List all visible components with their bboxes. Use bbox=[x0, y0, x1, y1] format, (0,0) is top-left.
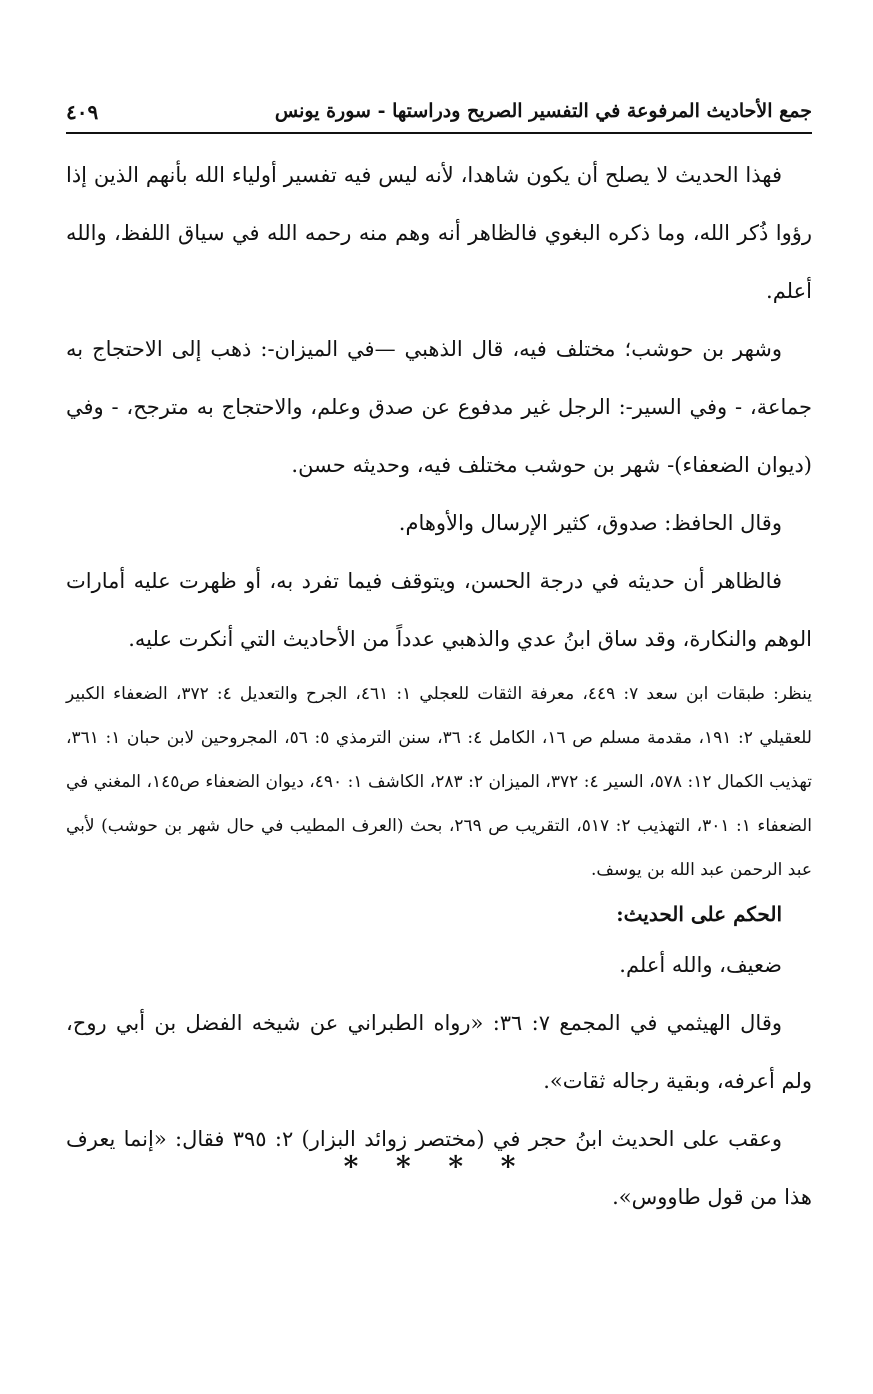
running-title: جمع الأحاديث المرفوعة في التفسير الصريح ودراستها - سورة يونس bbox=[274, 100, 812, 122]
paragraph-haythami: وقال الهيثمي في المجمع ٧: ٣٦: «رواه الطبراني عن شيخه الفضل بن أبي روح، ولم أعرفه، وبقية رجاله ثقات». bbox=[66, 1011, 812, 1093]
paragraph-hafiz-verdict: وقال الحافظ: صدوق، كثير الإرسال والأوهام. bbox=[398, 511, 782, 535]
references-footnote: ينظر: طبقات ابن سعد ٧: ٤٤٩، معرفة الثقات للعجلي ١: ٤٦١، الجرح والتعديل ٤: ٣٧٢، الضعفاء الكبير للعقيلي ٢: ١٩١، مقدمة مسلم ص ١٦، الكامل ٤: ٣٦، سنن الترمذي ٥: ٥٦، المجروحين لابن حبان ١: ٣٦١، تهذيب الكمال ١٢: ٥٧٨، السير ٤: ٣٧٢، الميزان ٢: ٢٨٣، الكاشف ١: ٤٩٠، ديوان الضعفاء ص١٤٥، المغني في الضعفاء ١: ٣٠١، التهذيب ٢: ٥١٧، التقريب ص ٢٦٩، بحث (العرف المطيب في حال شهر بن حوشب) لأبي عبد الرحمن عبد الله بن يوسف. bbox=[66, 684, 813, 880]
paragraph-ibn-hajar: وعقب على الحديث ابنُ حجر في (مختصر زوائد البزار) ٢: ٣٩٥ فقال: «إنما يعرف هذا من قول طاووس». bbox=[66, 1127, 812, 1209]
section-separator: * * * * bbox=[343, 1150, 530, 1183]
ruling-text: ضعيف، والله أعلم. bbox=[619, 953, 782, 977]
page-number: ٤٠٩ bbox=[66, 100, 99, 124]
page-header bbox=[66, 98, 812, 134]
paragraph-shahr-bin-hawshab: وشهر بن حوشب؛ مختلف فيه، قال الذهبي —في الميزان-: ذهب إلى الاحتجاج به جماعة، - وفي السير-: الرجل غير مدفوع عن صدق وعلم، والاحتجاج به مترجح، - وفي (ديوان الضعفاء)- شهر بن حوشب مختلف فيه، وحديثه حسن. bbox=[66, 337, 812, 477]
paragraph-conclusion: فالظاهر أن حديثه في درجة الحسن، ويتوقف فيما تفرد به، أو ظهرت عليه أمارات الوهم والنكارة، وقد ساق ابنُ عدي والذهبي عدداً من الأحاديث التي أنكرت عليه. bbox=[66, 569, 812, 651]
paragraph-hadith-not-witness: فهذا الحديث لا يصلح أن يكون شاهدا، لأنه ليس فيه تفسير أولياء الله بأنهم الذين إذا رؤوا ذُكر الله، وما ذكره البغوي فالظاهر أنه وهم منه رحمه الله في سياق اللفظ، والله أعلم. bbox=[66, 163, 812, 303]
page-body bbox=[66, 146, 812, 1226]
ruling-heading: الحكم على الحديث: bbox=[616, 902, 782, 926]
